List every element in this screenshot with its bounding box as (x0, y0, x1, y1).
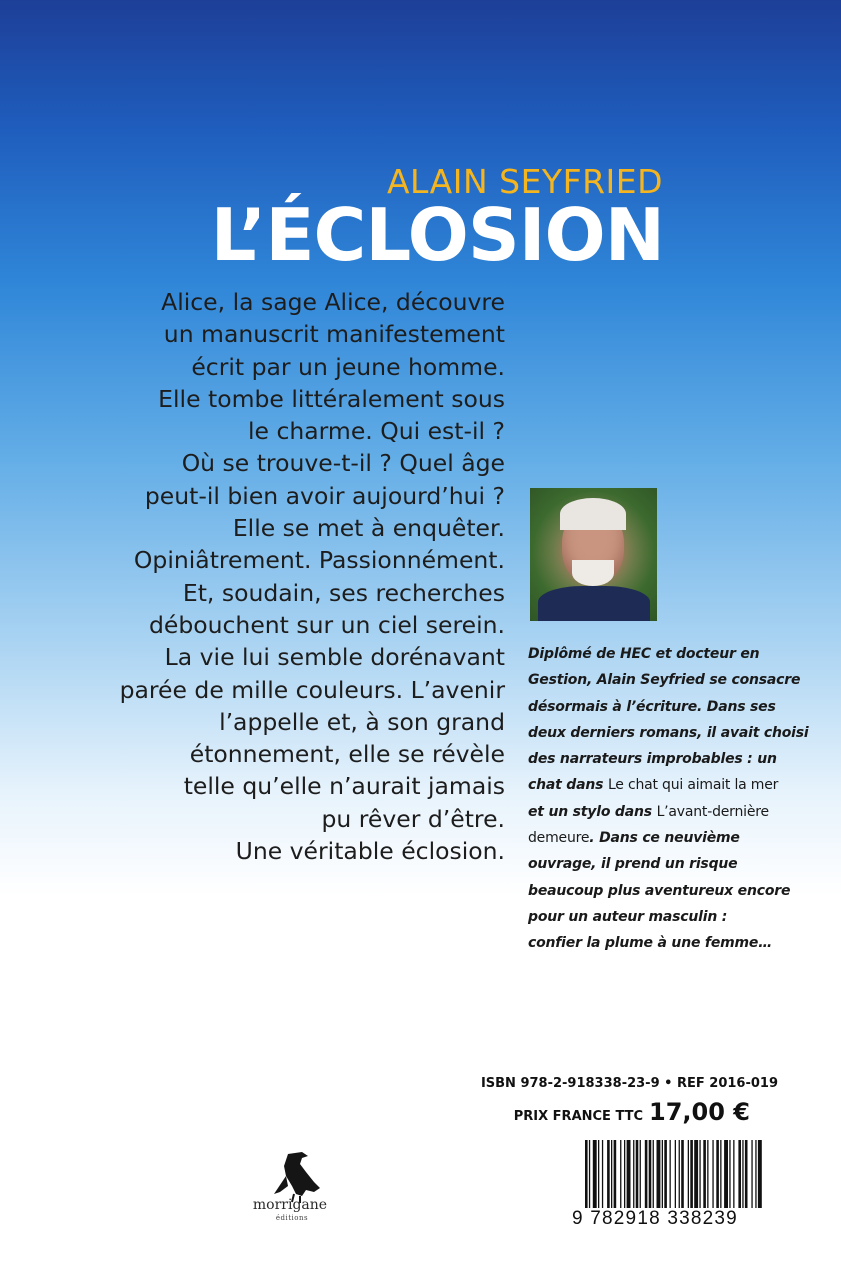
blurb-line: débouchent sur un ciel serein. (148, 610, 505, 639)
blurb-line: telle qu’elle n’aurait jamais (183, 772, 505, 801)
author-photo (530, 488, 657, 621)
bio-line: pour un auteur masculin : (528, 908, 728, 925)
blurb-line: Où se trouve-t-il ? Quel âge (181, 449, 505, 478)
barcode-bar (640, 1140, 641, 1208)
blurb-line: peut-il bien avoir aujourd’hui ? (144, 481, 505, 510)
barcode-bar (636, 1140, 639, 1208)
bio-line: beaucoup plus aventureux encore (528, 882, 791, 899)
barcode-bar (653, 1140, 654, 1208)
book-title: L’ÉCLOSION (210, 193, 664, 277)
author-name: ALAIN SEYFRIED (386, 162, 663, 201)
bio-text: chat dans (528, 777, 608, 794)
blurb-line: le charme. Qui est-il ? (248, 417, 505, 446)
barcode-bar (624, 1140, 625, 1208)
price-value: 17,00 € (649, 1098, 750, 1126)
barcode-bar (707, 1140, 708, 1208)
barcode-bar (662, 1140, 663, 1208)
price-row (514, 1098, 750, 1126)
barcode-bar (751, 1140, 752, 1208)
barcode-bar (694, 1140, 698, 1208)
barcode-bar (664, 1140, 667, 1208)
bio-line (528, 772, 828, 798)
blurb-line: Une véritable éclosion. (235, 837, 505, 866)
blurb-line: étonnement, elle se révèle (189, 740, 505, 769)
barcode-bar (649, 1140, 652, 1208)
barcode-bar (679, 1140, 680, 1208)
barcode-bar (607, 1140, 610, 1208)
barcode-bar (738, 1140, 741, 1208)
blurb-line: un manuscrit manifestement (163, 320, 505, 349)
bio-line: Diplômé de HEC et docteur en (528, 646, 760, 662)
barcode-bar (716, 1140, 719, 1208)
barcode-bar (733, 1140, 734, 1208)
ean-digits: 9 782918 338239 (572, 1208, 738, 1229)
barcode-bar (675, 1140, 676, 1208)
book-reference: demeure (528, 830, 590, 847)
barcode-bar (645, 1140, 648, 1208)
book-reference: Le chat qui aimait la mer (607, 777, 779, 794)
bio-line: ouvrage, il prend un risque (528, 856, 738, 873)
price-label: PRIX FRANCE TTC (513, 1109, 644, 1124)
barcode-bar (724, 1140, 728, 1208)
barcode-bar (611, 1140, 612, 1208)
bio-line (528, 825, 828, 851)
barcode-bar (598, 1140, 599, 1208)
barcode-bar (657, 1140, 661, 1208)
bio-line: désormais à l’écriture. Dans ses (528, 698, 776, 715)
book-reference: L’avant-dernière (656, 803, 769, 820)
photo-beard (572, 560, 614, 586)
barcode-bar (614, 1140, 617, 1208)
barcode-bar (703, 1140, 706, 1208)
bio-line: Gestion, Alain Seyfried se consacre (528, 672, 801, 689)
blurb-line: pu rêver d’être. (321, 804, 505, 833)
blurb-line: Elle tombe littéralement sous (158, 384, 505, 413)
blurb-line: Et, soudain, ses recherches (182, 578, 505, 607)
barcode-bar (712, 1140, 713, 1208)
isbn-reference: ISBN 978-2-918338-23-9 • REF 2016-019 (480, 1076, 778, 1091)
barcode-bar (745, 1140, 748, 1208)
bio-text: et un stylo dans (528, 803, 657, 820)
barcode-bar (755, 1140, 756, 1208)
barcode-bar (742, 1140, 743, 1208)
photo-shirt (538, 586, 650, 621)
barcode-bar (681, 1140, 684, 1208)
barcode-bar (589, 1140, 590, 1208)
back-cover-blurb (120, 286, 505, 867)
barcode-bar (688, 1140, 689, 1208)
barcode-bar (699, 1140, 700, 1208)
barcode-bar (585, 1140, 588, 1208)
blurb-line: parée de mille couleurs. L’avenir (119, 675, 505, 704)
photo-hair (560, 498, 626, 530)
barcode (582, 1140, 767, 1208)
barcode-bar (633, 1140, 634, 1208)
barcode-bar (593, 1140, 597, 1208)
barcode-bar (729, 1140, 730, 1208)
barcode-bar (627, 1140, 631, 1208)
author-bio (528, 641, 828, 957)
blurb-line: Opiniâtrement. Passionnément. (133, 546, 505, 575)
barcode-bar (620, 1140, 621, 1208)
blurb-line: écrit par un jeune homme. (191, 352, 505, 381)
barcode-bar (758, 1140, 762, 1208)
blurb-line: l’appelle et, à son grand (219, 707, 505, 736)
publisher-name: morrigane (252, 1197, 328, 1213)
bio-text: . Dans ce neuvième (589, 830, 740, 847)
bio-line (528, 799, 828, 825)
barcode-bar (720, 1140, 721, 1208)
blurb-line: Alice, la sage Alice, découvre (161, 288, 505, 316)
bio-line: des narrateurs improbables : un (528, 751, 777, 768)
barcode-bar (602, 1140, 603, 1208)
blurb-line: La vie lui semble dorénavant (164, 643, 505, 672)
barcode-bar (670, 1140, 671, 1208)
bio-line: deux derniers romans, il avait choisi (528, 724, 809, 741)
publisher-subtitle: éditions (275, 1214, 309, 1222)
bio-line: confier la plume à une femme… (528, 935, 772, 952)
barcode-bar (690, 1140, 693, 1208)
blurb-line: Elle se met à enquêter. (232, 514, 505, 543)
barcode-bars (582, 1140, 767, 1208)
